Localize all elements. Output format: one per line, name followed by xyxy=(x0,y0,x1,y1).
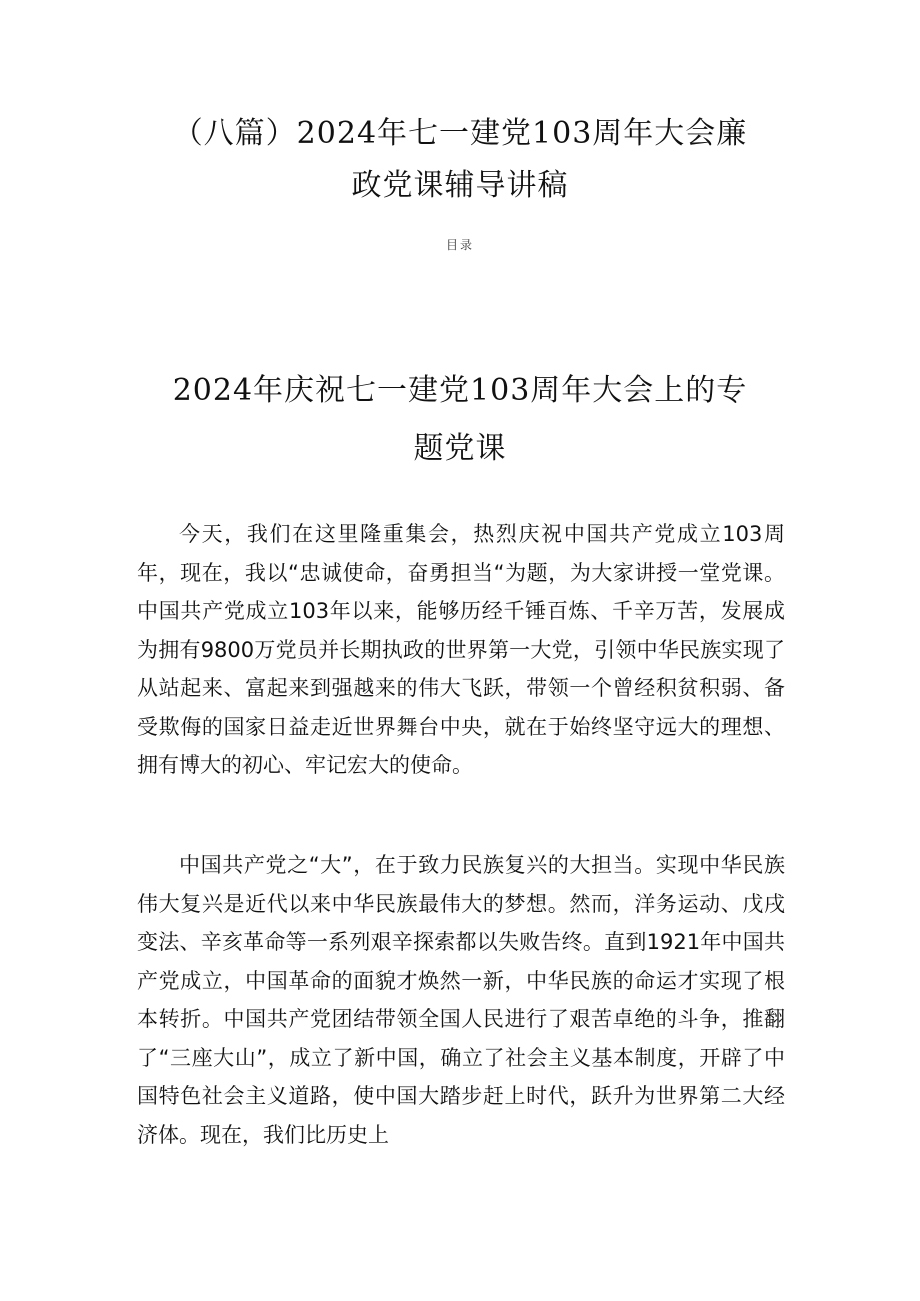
table-of-contents-label: 目录 xyxy=(445,238,474,252)
section-title-line-2: 题党课 xyxy=(413,431,507,466)
body-paragraph-1: 今天，我们在这里隆重集会，热烈庆祝中国共产党成立103周年，现在，我以“忠诚使命，奋勇担当“为题，为大家讲授一堂党课。中国共产党成立103年以来，能够历经千锤百炼、千辛万苦，发展成为拥有9800万党员并长期执政的世界第一大党，引领中华民族实现了从站起来、富起来到强越来的伟大飞跃，带领一个曾经积贫积弱、备受欺侮的国家日益走近世界舞台中央，就在于始终坚守远大的理想、拥有博大的初心、牢记宏大的使命。 xyxy=(137,522,785,777)
document-title xyxy=(120,108,800,212)
body-paragraph-2: 中国共产党之“大”，在于致力民族复兴的大担当。实现中华民族伟大复兴是近代以来中华民族最伟大的梦想。然而，洋务运动、戊戌变法、辛亥革命等一系列艰辛探索都以失败告终。直到1921年中国共产党成立，中国革命的面貌才焕然一新，中华民族的命运才实现了根本转折。中国共产党团结带领全国人民进行了艰苦卓绝的斗争，推翻了“三座大山”，成立了新中国，确立了社会主义基本制度，开辟了中国特色社会主义道路，使中国大踏步赶上时代，跃升为世界第二大经济体。现在，我们比历史上 xyxy=(137,853,785,1147)
document-title-line-2: 政党课辅导讲稿 xyxy=(351,168,569,203)
document-title-line-1: （八篇）2024年七一建党103周年大会廉 xyxy=(172,116,748,151)
section-title xyxy=(120,362,800,478)
section-title-line-1: 2024年庆祝七一建党103周年大会上的专 xyxy=(172,373,748,408)
